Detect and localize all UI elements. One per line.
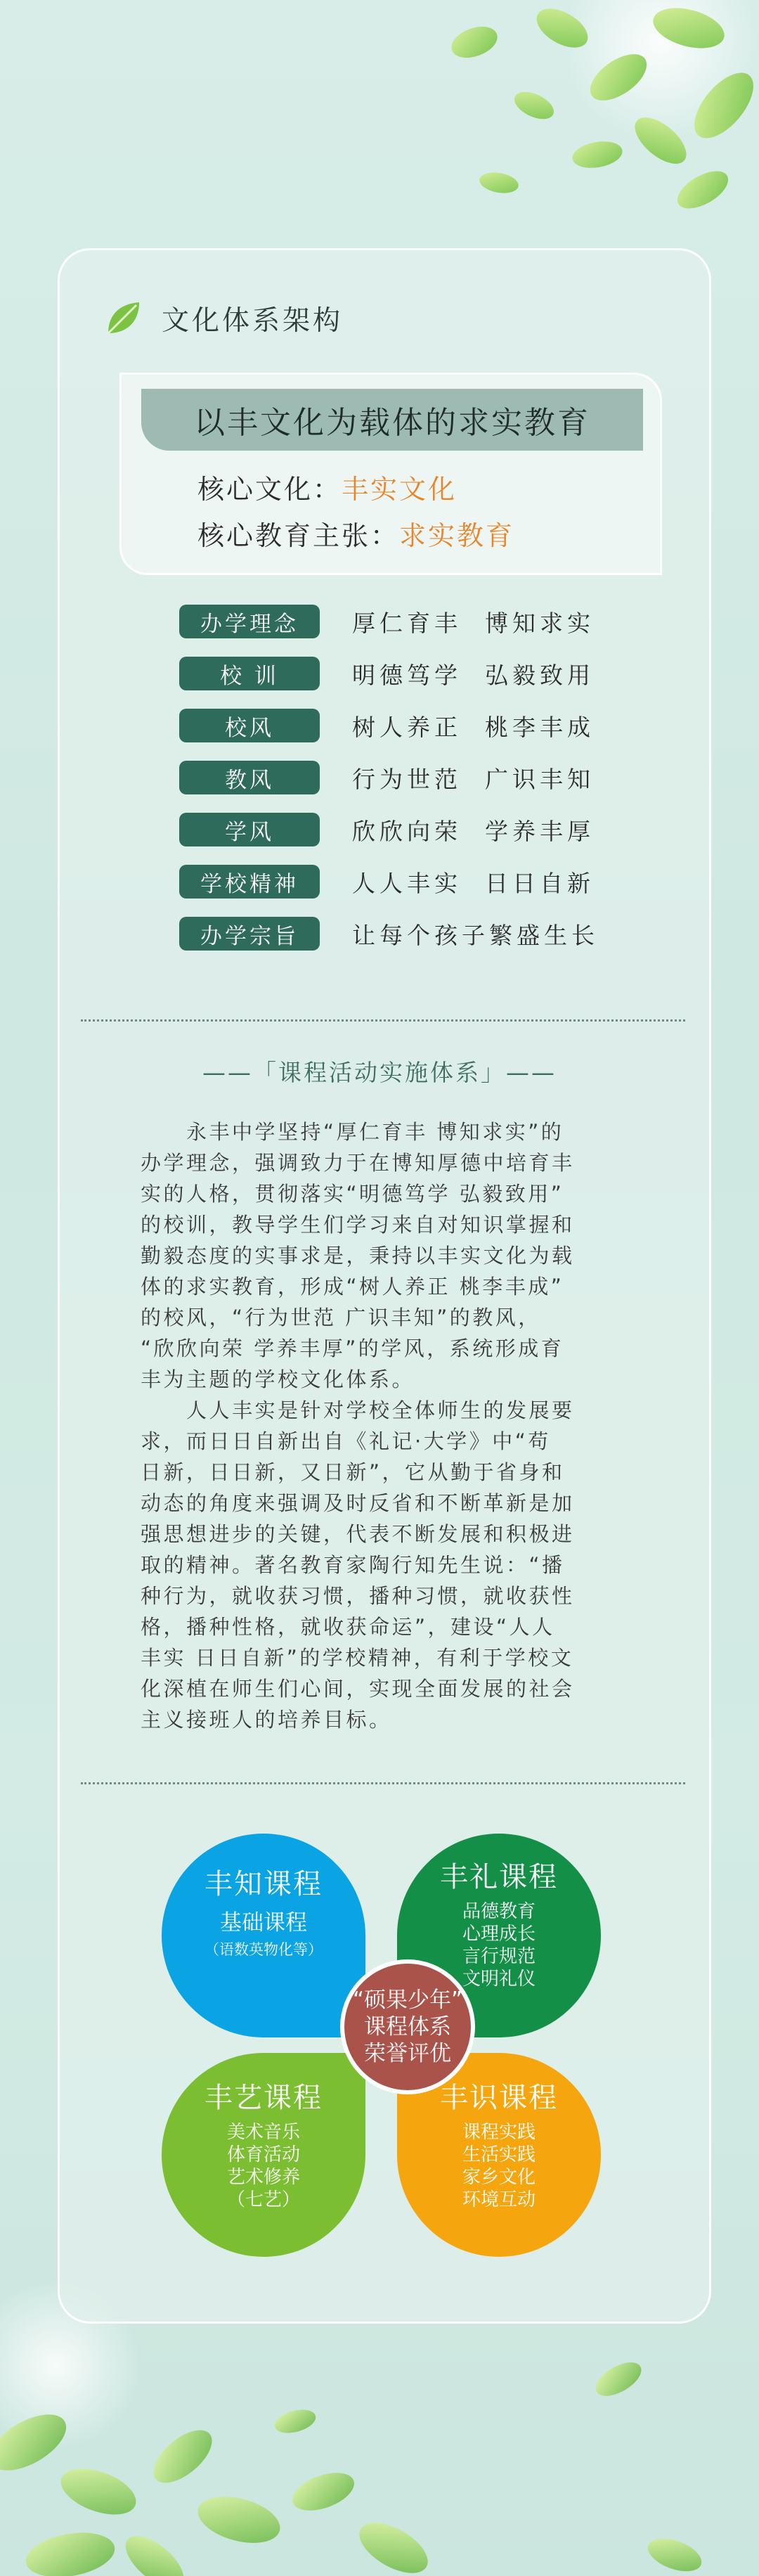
course-title: 丰礼课程 (440, 1861, 558, 1893)
course-item: 美术音乐 (226, 2122, 300, 2143)
row-text: 行为世范 广识丰知 (352, 765, 595, 793)
list-item (179, 917, 599, 951)
course-item: 体育活动 (226, 2144, 300, 2165)
paragraph-line: 化深植在师生们心间，实现全面发展的社会 (141, 1677, 575, 1701)
course-petal-zhi (162, 1834, 365, 2037)
core-banner (119, 373, 662, 575)
row-text: 厚仁育丰 博知求实 (352, 609, 595, 637)
course-system-title: ——「课程活动实施体系」—— (202, 1059, 557, 1086)
course-item: 环境互动 (462, 2189, 536, 2210)
paragraph-line: 人人丰实是针对学校全体师生的发展要 (141, 1398, 575, 1422)
paragraph-line: 动态的角度来强调及时反省和不断革新是加 (141, 1491, 575, 1515)
paragraph-line: 体的求实教育，形成“树人养正 桃李丰成” (141, 1275, 564, 1299)
course-title: 丰识课程 (440, 2082, 558, 2114)
row-text: 让每个孩子繁盛生长 (352, 921, 599, 949)
section-title: 文化体系架构 (162, 305, 344, 337)
row-text: 人人丰实 日日自新 (352, 869, 595, 897)
core-culture-line (197, 468, 457, 506)
list-item (179, 865, 595, 899)
leaf-icon (104, 300, 142, 337)
row-label: 办学宗旨 (179, 917, 320, 951)
row-label: 校风 (179, 709, 320, 742)
course-item: 艺术修养 (226, 2167, 300, 2188)
course-item: 课程实践 (462, 2122, 536, 2143)
section-header (104, 299, 343, 338)
course-item: 家乡文化 (462, 2167, 536, 2188)
paragraph-line: 丰为主题的学校文化体系。 (141, 1367, 415, 1391)
paragraph-line: 丰实 日日自新”的学校精神，有利于学校文 (141, 1646, 574, 1670)
course-item: 品德教育 (462, 1901, 536, 1922)
paragraph-line: 的校风，“行为世范 广识丰知”的教风， (141, 1306, 541, 1329)
course-title: 丰知课程 (205, 1868, 323, 1900)
paragraph-line: “欣欣向荣 学养丰厚”的学风，系统形成育 (141, 1337, 564, 1360)
leaves-decoration-top (267, 0, 759, 239)
course-petal-yi (162, 2053, 365, 2257)
list-item (179, 657, 595, 690)
row-label: 教风 (179, 761, 320, 794)
list-item (179, 605, 595, 638)
paragraph-line: 种行为，就收获习惯，播种习惯，就收获性 (141, 1584, 575, 1608)
list-item (179, 813, 595, 846)
course-title: 丰艺课程 (205, 2082, 323, 2114)
paragraph-line: 求，而日日自新出自《礼记·大学》中“苟 (141, 1429, 551, 1453)
core-culture-value: 丰实文化 (342, 474, 458, 505)
honor-system-center (340, 1959, 475, 2094)
course-item: （语数英物化等） (205, 1941, 323, 1958)
paragraph-line: 办学理念，强调致力于在博知厚德中培育丰 (141, 1151, 575, 1175)
center-line: 荣誉评优 (364, 2041, 451, 2066)
paragraph-line: 取的精神。著名教育家陶行知先生说：“播 (141, 1553, 565, 1577)
paragraph-line: 日新，日日新，又日新”，它从勤于省身和 (141, 1460, 565, 1484)
paragraph-line: 强思想进步的关键，代表不断发展和积极进 (141, 1522, 575, 1546)
paragraph-line: 主义接班人的培养目标。 (141, 1708, 392, 1732)
core-edu-value: 求实教育 (399, 520, 515, 551)
row-label: 办学理念 (179, 605, 320, 638)
row-text: 欣欣向荣 学养丰厚 (352, 817, 595, 845)
course-item: （七艺） (226, 2189, 300, 2210)
paragraph-1 (141, 1116, 654, 1395)
course-item: 文明礼仪 (462, 1969, 536, 1990)
row-text: 树人养正 桃李丰成 (352, 713, 595, 741)
course-item: 言行规范 (462, 1946, 536, 1967)
course-item: 基础课程 (220, 1910, 307, 1936)
center-line: “硕果少年” (352, 1988, 463, 2013)
list-item (179, 709, 595, 742)
paragraph-line: 的校训，教导学生们学习来自对知识掌握和 (141, 1213, 575, 1237)
banner-headline: 以丰文化为载体的求实教育 (141, 389, 643, 451)
course-item: 生活实践 (462, 2144, 536, 2165)
core-culture-label: 核心文化： (197, 474, 342, 505)
paragraph-2 (141, 1395, 654, 1735)
divider (81, 1782, 685, 1784)
list-item (179, 761, 595, 794)
center-line: 课程体系 (364, 2014, 451, 2040)
leaves-decoration-bottom (0, 2281, 759, 2576)
paragraph-line: 实的人格，贯彻落实“明德笃学 弘毅致用” (141, 1182, 564, 1206)
core-edu-line (197, 514, 514, 553)
paragraph-line: 格，播种性格，就收获命运”，建设“人人 (141, 1615, 555, 1639)
paragraph-line: 勤毅态度的实事求是，秉持以丰实文化为载 (141, 1244, 575, 1268)
row-text: 明德笃学 弘毅致用 (352, 661, 595, 689)
row-label: 学风 (179, 813, 320, 846)
core-edu-label: 核心教育主张： (197, 520, 400, 551)
row-label: 学校精神 (179, 865, 320, 899)
course-item: 心理成长 (462, 1924, 536, 1945)
divider (81, 1019, 685, 1022)
row-label: 校 训 (179, 657, 320, 690)
paragraph-line: 永丰中学坚持“厚仁育丰 博知求实”的 (141, 1120, 564, 1144)
